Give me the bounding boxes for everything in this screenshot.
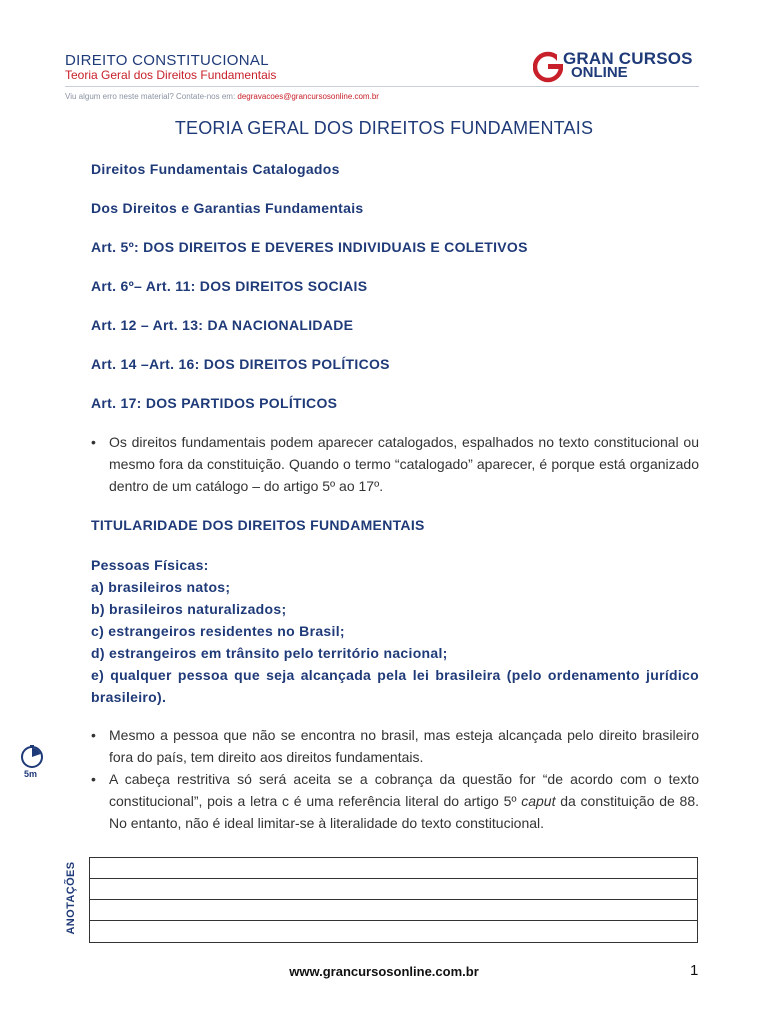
list-item: e) qualquer pessoa que seja alcançada pela lei brasileira (pelo ordenamento jurídico brasileiro). bbox=[91, 667, 699, 705]
logo-text-line2: ONLINE bbox=[571, 64, 628, 81]
section-heading-art17: Art. 17: DOS PARTIDOS POLÍTICOS bbox=[91, 395, 338, 411]
logo-g-icon bbox=[533, 50, 563, 84]
list-item: c) estrangeiros residentes no Brasil; bbox=[91, 623, 345, 639]
bullet-list-2 bbox=[91, 724, 699, 834]
gran-cursos-logo[interactable] bbox=[533, 50, 703, 84]
course-title: DIREITO CONSTITUCIONAL bbox=[65, 52, 269, 69]
header-divider bbox=[65, 86, 699, 87]
bullet-text: Os direitos fundamentais podem aparecer catalogados, espalhados no texto constitucional ou mesmo fora da constituição. Quando o termo “catalogado” aparecer, é porque está organizado dentro de um catálogo – do artigo 5º ao 17º. bbox=[109, 434, 699, 494]
contact-prefix: Viu algum erro neste material? Contate-nos em: bbox=[65, 92, 236, 101]
list-item bbox=[91, 724, 699, 768]
bullet-text: Mesmo a pessoa que não se encontra no brasil, mas esteja alcançada pelo direito brasileiro fora do país, tem direito aos direitos fundamentais. bbox=[109, 727, 699, 765]
pessoas-fisicas-block bbox=[91, 554, 699, 708]
section-heading-art12-13: Art. 12 – Art. 13: DA NACIONALIDADE bbox=[91, 317, 354, 333]
notes-label bbox=[58, 858, 86, 944]
list-item: a) brasileiros natos; bbox=[91, 579, 231, 595]
list-item: b) brasileiros naturalizados; bbox=[91, 601, 287, 617]
contact-email-link[interactable]: degravacoes@grancursosonline.com.br bbox=[237, 92, 379, 101]
bullet-dot-icon: • bbox=[91, 727, 96, 743]
course-subtitle: Teoria Geral dos Direitos Fundamentais bbox=[65, 68, 277, 82]
notes-area[interactable] bbox=[89, 857, 698, 943]
pessoas-fisicas-heading: Pessoas Físicas: bbox=[91, 557, 209, 573]
footer-website-link[interactable]: www.grancursosonline.com.br bbox=[289, 964, 479, 979]
section-heading-titularidade: TITULARIDADE DOS DIREITOS FUNDAMENTAIS bbox=[91, 517, 425, 533]
list-item: d) estrangeiros em trânsito pelo território nacional; bbox=[91, 645, 448, 661]
list-item bbox=[91, 768, 699, 834]
section-heading-art5: Art. 5º: DOS DIREITOS E DEVERES INDIVIDUAIS E COLETIVOS bbox=[91, 239, 528, 255]
bullet-dot-icon: • bbox=[91, 434, 96, 450]
section-heading-art6-11: Art. 6º– Art. 11: DOS DIREITOS SOCIAIS bbox=[91, 278, 368, 294]
notes-line bbox=[90, 899, 697, 900]
section-heading-art14-16: Art. 14 –Art. 16: DOS DIREITOS POLÍTICOS bbox=[91, 356, 390, 372]
bullet-dot-icon: • bbox=[91, 771, 96, 787]
section-heading-catalogados: Direitos Fundamentais Catalogados bbox=[91, 161, 340, 177]
notes-label-text: ANOTAÇÕES bbox=[65, 861, 77, 935]
notes-line bbox=[90, 920, 697, 921]
logo-text-line1: GRAN CURSOS bbox=[563, 49, 693, 68]
bullet-text-after: da constituição de 88. No entanto, não é ideal limitar-se à literalidade do texto constitucional. bbox=[109, 793, 699, 831]
video-timestamp[interactable] bbox=[20, 745, 44, 779]
bullet-text-before: A cabeça restritiva só será aceita se a cobrança da questão for “de acordo com o texto constitucional”, pois a letra c é uma referência literal do artigo 5º bbox=[109, 771, 699, 809]
bullet-text-italic: caput bbox=[521, 793, 556, 809]
page-title: TEORIA GERAL DOS DIREITOS FUNDAMENTAIS bbox=[174, 118, 594, 138]
page-number: 1 bbox=[690, 962, 699, 979]
clock-icon bbox=[20, 745, 44, 769]
notes-line bbox=[90, 878, 697, 879]
timestamp-label: 5m bbox=[24, 769, 38, 779]
bullet-list-1 bbox=[91, 431, 699, 497]
section-heading-direitos-garantias: Dos Direitos e Garantias Fundamentais bbox=[91, 200, 364, 216]
contact-line bbox=[65, 92, 379, 101]
list-item bbox=[91, 431, 699, 497]
